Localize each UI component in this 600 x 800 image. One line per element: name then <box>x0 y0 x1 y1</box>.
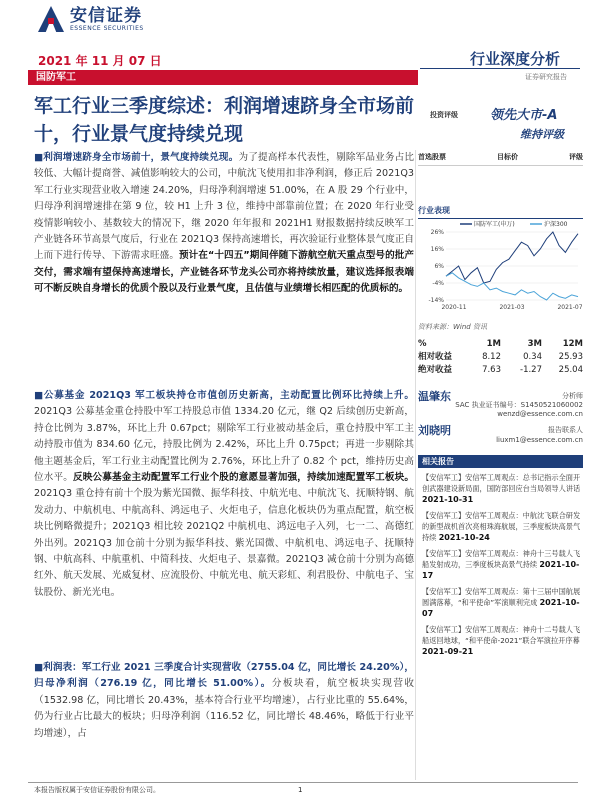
para1-bold: 预计在“十四五”期间伴随下游航空航天重点型号的批产交付，需求端有望保持高速增长，产业链各环节龙头公司亦将持续放量，建议选择报表端可不断反映自身增长的优质个股以及行业景气度，且估值与业绩增长相匹配的优质标的。 <box>34 250 414 295</box>
para2-text2: 2021Q3 重仓持有前十个股为紫光国微、振华科技、中航光电、中航沈飞、抚顺特钢、航发动力、中航机电、中航高科、鸿远电子、火炬电子，信息化板块仍为重点配置，航空板块比例略微提升；2021Q3 相比较 2021Q2 中航机电、鸿远电子入列，七一二、高德红外出列。2021Q3 加仓前十分别为振华科技、紫光国微、中航机电、鸿远电子、抚顺特钢、中航高科、中航重机、中简科技、火炬电子、景嘉微。2021Q3 减仓前十分别为高德红外、航天发展、光威复材、应流股份、中航光电、航天彩虹、利君股份、中航电子、宝钛股份、新光光电。 <box>34 488 414 598</box>
perf-cell: 25.93 <box>558 352 583 362</box>
logo-en: ESSENCE SECURITIES <box>70 24 144 32</box>
report-date: 2021 年 11 月 07 日 <box>38 54 162 68</box>
rating-value: 维持评级 <box>520 128 564 141</box>
perf-h0: % <box>418 339 427 349</box>
stock-col-2: 目标价 <box>497 153 518 161</box>
para1-lead: ■利润增速跻身全市场前十，景气度持续兑现。 <box>34 152 239 163</box>
para2-lead: ■公募基金 2021Q3 军工板块持仓市值创历史新高，主动配置比例环比持续上升。 <box>34 390 414 401</box>
related-item[interactable]: 【安信军工】安信军工周观点：总书记指示全面开创武器建设新局面，国防部回应台当局领导人讲话 2021-10-31 <box>422 473 581 504</box>
related-item[interactable]: 【安信军工】安信军工周观点：神舟十三号载人飞船发射成功，三季度板块高景气持续 2021-10-17 <box>422 549 581 580</box>
perf-table <box>418 338 583 377</box>
legend-label: 沪深300 <box>544 221 568 228</box>
analyst-name: 温肇东 <box>418 390 451 403</box>
perf-header: 行业表现 <box>418 205 583 219</box>
perf-h3: 12M <box>562 339 583 349</box>
perf-cell: 0.34 <box>523 352 542 362</box>
perf-table-row <box>418 364 583 377</box>
perf-cell: 8.12 <box>482 352 501 362</box>
analyst-role: 报告联系人 <box>548 426 583 434</box>
y-tick-label: -4% <box>432 280 444 287</box>
analyst-name: 刘晓明 <box>418 424 451 437</box>
analyst-cert: SAC 执业证书编号：S1450521060002 <box>455 401 583 409</box>
y-tick-label: 26% <box>430 229 444 236</box>
para3-lead: ■利润表：军工行业 2021 三季度合计实现营收（2755.04 亿，同比增长 24.20%），归母净利润（276.19 亿，同比增长 51.00%）。 <box>34 662 414 690</box>
y-tick-label: 6% <box>434 263 444 270</box>
performance-chart <box>420 218 582 316</box>
series-line <box>446 232 578 283</box>
paragraph-1 <box>34 150 414 368</box>
related-reports-header: 相关报告 <box>418 455 583 468</box>
related-item[interactable]: 【安信军工】安信军工周观点：第十三届中国航展圆满落幕，“和平使命”军演顺利完成 2021-10-07 <box>422 587 581 618</box>
logo-cn: 安信证券 <box>70 5 142 26</box>
rating-name: 领先大市-A <box>490 108 558 123</box>
sector-bar: 国防军工 <box>28 70 418 85</box>
report-subtitle: 证券研究报告 <box>525 73 567 81</box>
stock-pick-header <box>418 152 583 166</box>
perf-row-label: 相对收益 <box>418 352 453 362</box>
page-number: 1 <box>298 786 303 794</box>
perf-table-row <box>418 351 583 364</box>
column-divider <box>415 150 416 780</box>
rating-label: 投资评级 <box>430 111 458 119</box>
x-tick-label: 2021-07 <box>557 304 582 311</box>
related-reports <box>418 472 583 662</box>
para1-text: 为了提高样本代表性，剔除军品业务占比较低、大幅计提商誉、减值影响较大的公司，中航沈飞使用扣非净利润，修正后 2021Q3 军工行业实现营业收入增速 24.20%，归母净利润增速 51.00%，在 A 股 29 个行业中，归母净利润增速排在第 9 位，较 H1 上升 3 位，维持中部靠前位置；在 2020 年行业受疫情影响较小、基数较大的情况下，继 2020 年年报和 2021H1 财报数据持续反映军工产业链各环节高景气度后，行业在 2021Q3 保持高速增长，再次验证行业整体景气度正自上而下进行传导、下游需求旺盛。 <box>34 152 414 262</box>
footer-text: 本报告版权属于安信证券股份有限公司。 <box>34 786 160 794</box>
perf-table-header <box>418 338 583 351</box>
company-logo <box>38 6 144 32</box>
logo-icon <box>38 6 64 32</box>
paragraph-2 <box>34 388 414 650</box>
x-tick-label: 2021-03 <box>499 304 525 311</box>
report-type: 行业深度分析 <box>470 50 561 68</box>
related-item[interactable]: 【安信军工】安信军工周观点：神舟十二号载人飞船返回地球，“和平使命-2021”联合军演拉开序幕 2021-09-21 <box>422 625 581 656</box>
page-title: 军工行业三季度综述：利润增速跻身全市场前十，行业景气度持续兑现 <box>34 95 415 145</box>
perf-row-label: 绝对收益 <box>418 365 453 375</box>
perf-cell: 7.63 <box>482 365 501 375</box>
chart-source: 资料来源：Wind 资讯 <box>418 323 487 331</box>
perf-cell: -1.27 <box>520 365 542 375</box>
perf-h2: 3M <box>527 339 542 349</box>
x-tick-label: 2020-11 <box>441 304 467 311</box>
para3-text: 分板块看，航空板块实现营收（1532.98 亿，同比增长 20.43%，基本符合行业平均增速），占行业比重的 55.64%，仍为行业占比最大的板块；归母净利润（116.52 亿，同比增长 48.46%，略低于行业平均增速），占 <box>34 678 414 739</box>
footer-divider <box>28 782 578 783</box>
y-tick-label: -14% <box>428 297 444 304</box>
paragraph-3 <box>34 660 414 778</box>
legend-label: 国防军工(申万) <box>474 221 515 228</box>
analyst-email[interactable]: liuxm1@essence.com.cn <box>496 436 583 444</box>
y-tick-label: 16% <box>430 246 444 253</box>
para2-text: 2021Q3 公募基金重仓持股中军工持股总市值 1334.20 亿元，继 Q2 后续创历史新高，持仓比例为 3.87%，环比上升 0.67pct；剔除军工行业被动基金后，重仓持股中军工主动持股市值为 834.60 亿元，持股比例为 2.42%，环比上升 0.75pct；再进一步剔除其他主题基金后，军工行业主动配置比例为 2.76%，环比上升了 0.82 个 pct，维持历史高位水平。 <box>34 406 414 484</box>
header-divider <box>420 68 580 69</box>
analyst-role: 分析师 <box>562 392 583 400</box>
para2-bold: 反映公募基金主动配置军工行业个股的意愿显著加强，持续加速配置军工板块。 <box>73 472 414 484</box>
series-line <box>446 273 578 300</box>
analyst-email[interactable]: wenzd@essence.com.cn <box>497 410 583 418</box>
stock-col-3: 评级 <box>569 153 583 161</box>
analyst-block <box>418 388 583 444</box>
stock-col-1: 首选股票 <box>418 153 446 161</box>
perf-h1: 1M <box>486 339 501 349</box>
related-item[interactable]: 【安信军工】安信军工周观点：中航沈飞联合研发的新型战机首次亮相珠海航展，三季度板块高景气持续 2021-10-24 <box>422 511 581 542</box>
chart-svg <box>420 218 582 316</box>
perf-cell: 25.04 <box>558 365 583 375</box>
